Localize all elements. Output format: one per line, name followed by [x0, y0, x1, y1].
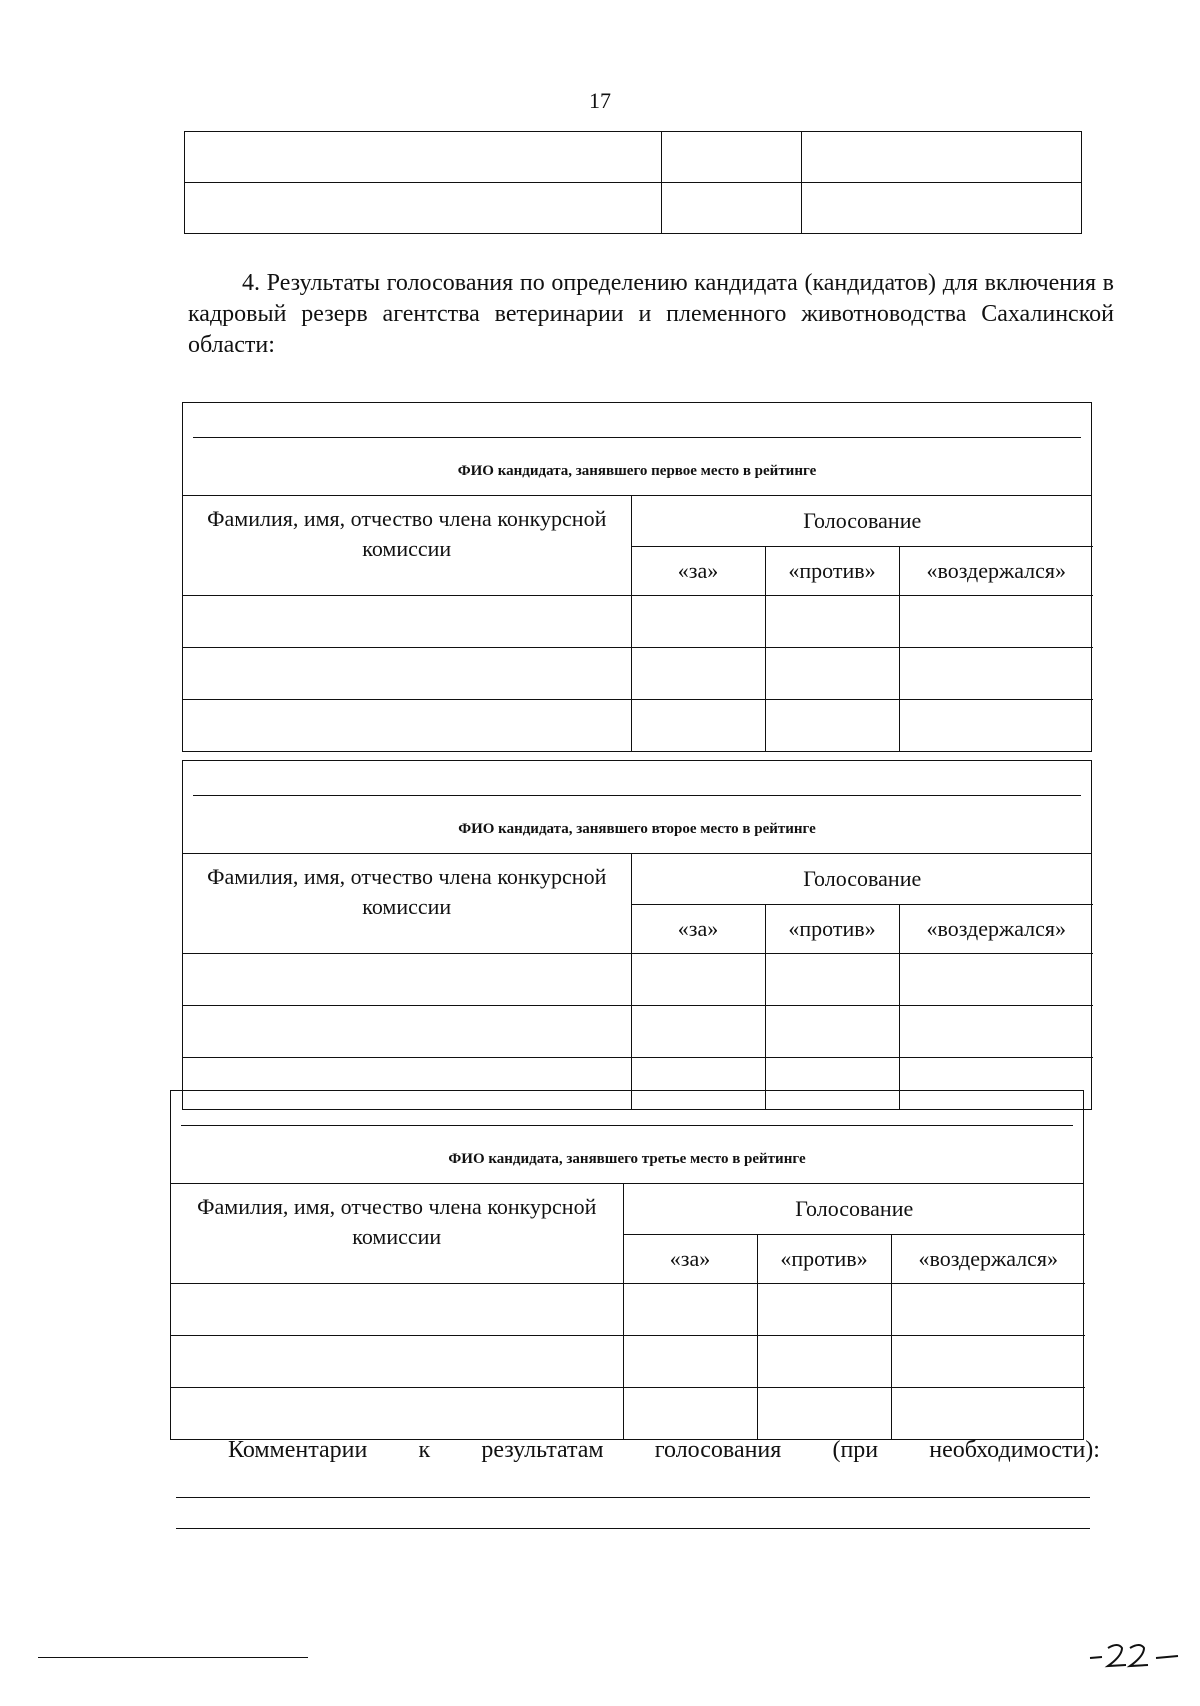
vote-cell[interactable] [891, 1284, 1085, 1336]
vote-cell[interactable] [899, 596, 1093, 648]
voting-header: Голосование [631, 854, 1093, 905]
empty-cell [802, 183, 1082, 234]
vote-cell[interactable] [631, 648, 765, 700]
option-abstain: «воздержался» [899, 547, 1093, 596]
candidate-name-zone [171, 1091, 1083, 1184]
option-against: «против» [765, 905, 899, 954]
comments-word: голосования [654, 1437, 782, 1463]
table-row [183, 954, 1093, 1006]
table-row [171, 1388, 1085, 1440]
member-header: Фамилия, имя, отчество члена конкурсной комиссии [171, 1184, 623, 1284]
empty-cell [662, 132, 802, 183]
option-for: «за» [623, 1235, 757, 1284]
table-row [185, 132, 1082, 183]
vote-cell[interactable] [757, 1284, 891, 1336]
vote-cell[interactable] [631, 596, 765, 648]
empty-cell [802, 132, 1082, 183]
vote-table [183, 854, 1093, 1109]
table-row [171, 1284, 1085, 1336]
section-text: Результаты голосования по определению кандидата (кандидатов) для включения в кадровый резерв агентства ветеринарии и племенного животноводства Сахалинской области: [188, 270, 1115, 358]
comments-label [228, 1437, 1100, 1464]
vote-table [183, 496, 1093, 751]
table-row [183, 648, 1093, 700]
member-cell[interactable] [183, 954, 631, 1006]
comments-word: необходимости): [929, 1437, 1100, 1463]
vote-cell[interactable] [623, 1388, 757, 1440]
member-cell[interactable] [183, 700, 631, 752]
comments-line[interactable] [176, 1528, 1090, 1529]
section-number: 4. [242, 270, 260, 296]
table-row [171, 1336, 1085, 1388]
vote-cell[interactable] [899, 648, 1093, 700]
table-row [183, 596, 1093, 648]
continued-table [184, 131, 1082, 234]
member-cell[interactable] [183, 648, 631, 700]
candidate-name-line[interactable] [193, 795, 1081, 796]
empty-cell [185, 132, 662, 183]
member-header: Фамилия, имя, отчество члена конкурсной комиссии [183, 854, 631, 954]
option-against: «против» [757, 1235, 891, 1284]
voting-header: Голосование [631, 496, 1093, 547]
vote-cell[interactable] [757, 1388, 891, 1440]
vote-cell[interactable] [623, 1336, 757, 1388]
candidate-name-zone [183, 403, 1091, 496]
vote-block-first [182, 402, 1092, 752]
candidate-name-line[interactable] [193, 437, 1081, 438]
empty-cell [185, 183, 662, 234]
candidate-caption: ФИО кандидата, занявшего первое место в рейтинге [457, 463, 817, 479]
table-row [183, 1006, 1093, 1058]
option-for: «за» [631, 547, 765, 596]
footer-rule [38, 1657, 308, 1658]
vote-cell[interactable] [631, 1006, 765, 1058]
vote-cell[interactable] [623, 1284, 757, 1336]
member-cell[interactable] [183, 596, 631, 648]
vote-cell[interactable] [757, 1336, 891, 1388]
candidate-caption: ФИО кандидата, занявшего второе место в рейтинге [458, 821, 816, 837]
vote-cell[interactable] [891, 1336, 1085, 1388]
vote-cell[interactable] [631, 954, 765, 1006]
member-cell[interactable] [171, 1336, 623, 1388]
vote-cell[interactable] [891, 1388, 1085, 1440]
vote-cell[interactable] [765, 1006, 899, 1058]
vote-cell[interactable] [631, 700, 765, 752]
vote-cell[interactable] [899, 954, 1093, 1006]
vote-block-second [182, 760, 1092, 1110]
comments-word: результатам [481, 1437, 604, 1463]
candidate-name-line[interactable] [181, 1125, 1073, 1126]
page-number: 17 [589, 88, 611, 113]
section-paragraph [188, 268, 1114, 361]
option-against: «против» [765, 547, 899, 596]
candidate-name-zone [183, 761, 1091, 854]
vote-cell[interactable] [765, 700, 899, 752]
table-row [185, 183, 1082, 234]
comments-word: Комментарии [228, 1437, 368, 1463]
comments-word: (при [832, 1437, 879, 1463]
vote-cell[interactable] [765, 596, 899, 648]
option-abstain: «воздержался» [891, 1235, 1085, 1284]
candidate-caption: ФИО кандидата, занявшего третье место в рейтинге [448, 1151, 806, 1167]
vote-cell[interactable] [899, 1006, 1093, 1058]
vote-table [171, 1184, 1085, 1439]
option-for: «за» [631, 905, 765, 954]
empty-cell [662, 183, 802, 234]
vote-cell[interactable] [765, 648, 899, 700]
member-cell[interactable] [183, 1006, 631, 1058]
member-cell[interactable] [171, 1284, 623, 1336]
member-cell[interactable] [171, 1388, 623, 1440]
handwritten-page-mark [1086, 1638, 1182, 1672]
vote-cell[interactable] [899, 700, 1093, 752]
vote-cell[interactable] [765, 954, 899, 1006]
comments-line[interactable] [176, 1497, 1090, 1498]
option-abstain: «воздержался» [899, 905, 1093, 954]
member-header: Фамилия, имя, отчество члена конкурсной комиссии [183, 496, 631, 596]
vote-block-third [170, 1090, 1084, 1440]
comments-word: к [418, 1437, 431, 1463]
voting-header: Голосование [623, 1184, 1085, 1235]
table-row [183, 700, 1093, 752]
